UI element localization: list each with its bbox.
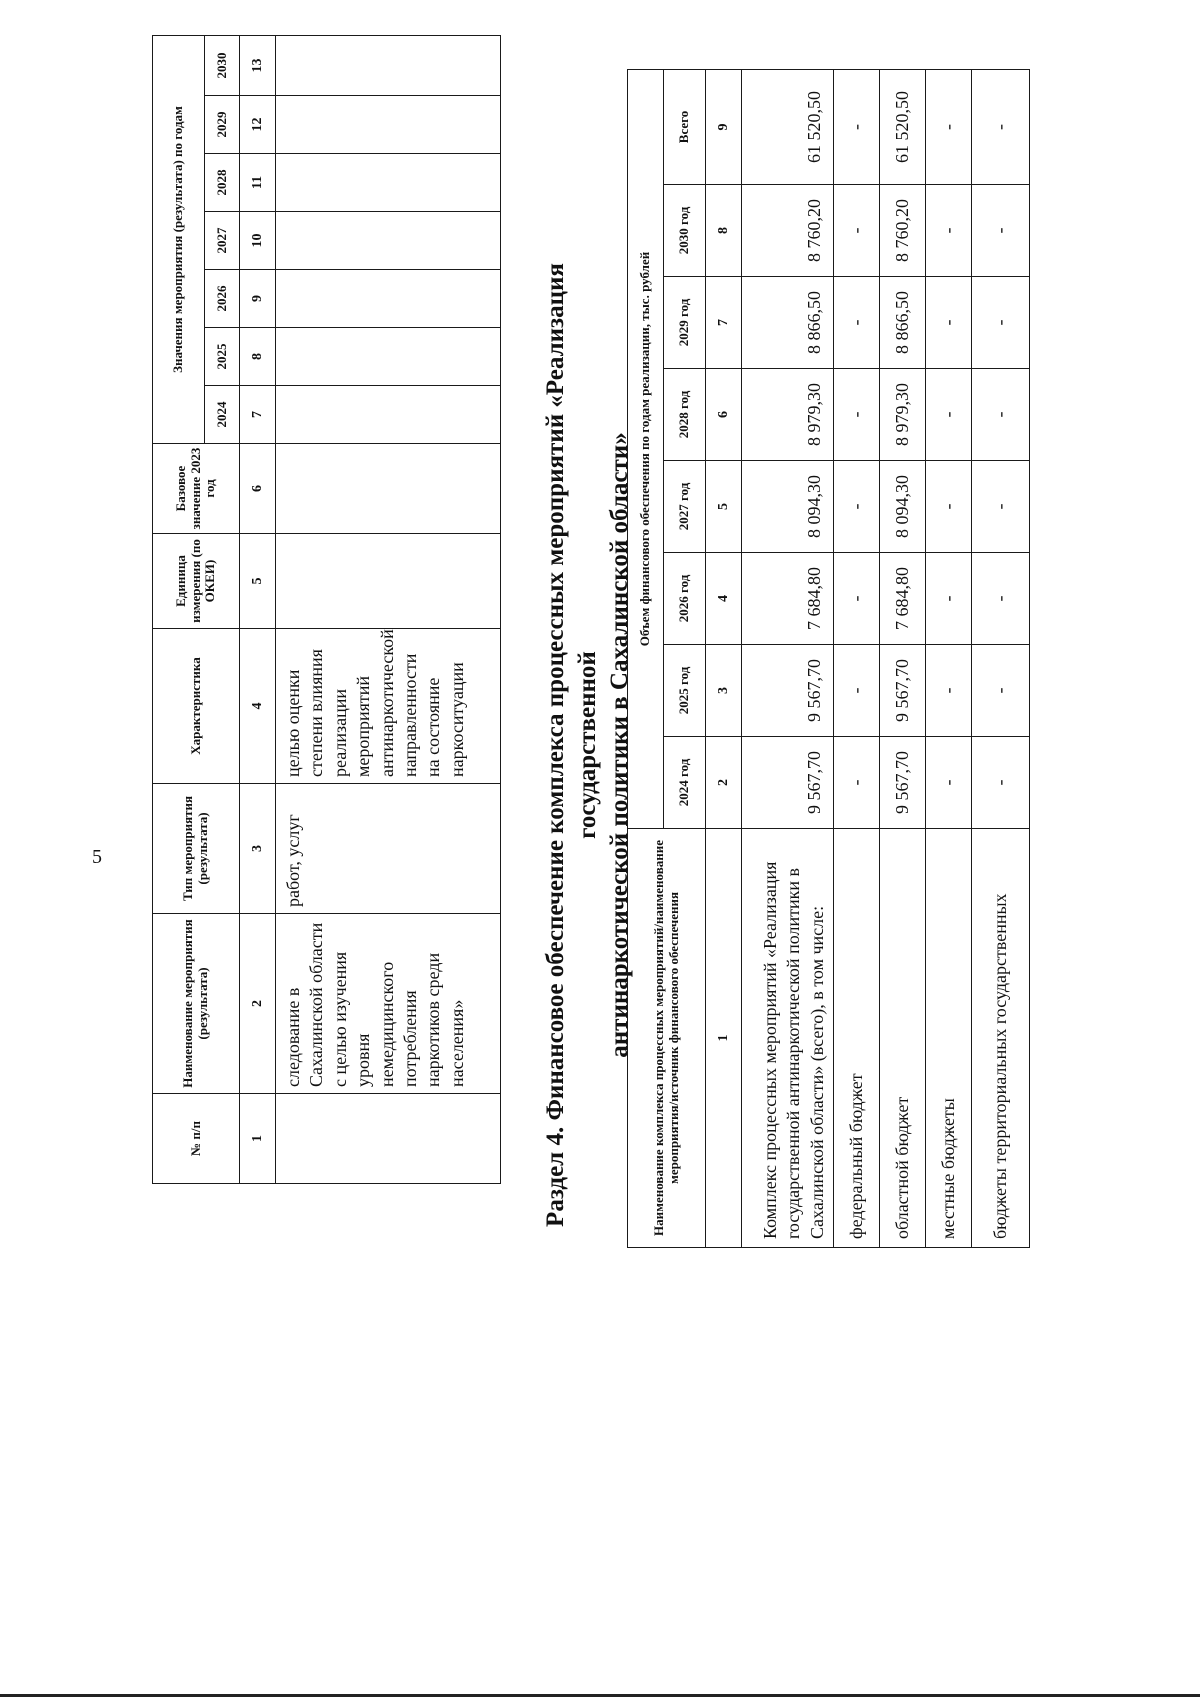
column-number: 1 [706, 829, 742, 1248]
financing-table-container [627, 69, 1030, 1248]
value-cell: 8 866,50 [742, 277, 834, 369]
value-cell: - [926, 645, 972, 737]
value-cell: 8 866,50 [880, 277, 926, 369]
source-name: местные бюджеты [926, 829, 972, 1248]
value-cell: - [972, 553, 1030, 645]
value-cell: - [926, 737, 972, 829]
value-cell: 7 684,80 [880, 553, 926, 645]
column-number: 6 [706, 369, 742, 461]
value-cell: 7 684,80 [742, 553, 834, 645]
value-cell: 8 979,30 [742, 369, 834, 461]
measure-type: работ, услуг [276, 784, 501, 914]
year-value-cell [276, 35, 501, 95]
column-number: 5 [706, 461, 742, 553]
value-cell: 9 567,70 [742, 737, 834, 829]
value-cell: 8 094,30 [742, 461, 834, 553]
year-value-cell [276, 212, 501, 270]
table-row [926, 69, 972, 1247]
value-cell: - [834, 369, 880, 461]
column-number: 3 [706, 645, 742, 737]
column-number: 4 [240, 629, 276, 784]
header-year: 2028 [205, 154, 240, 212]
value-cell: - [834, 553, 880, 645]
section-title-line: Раздел 4. Финансовое обеспечение комплекса процессных мероприятий «Реализация государственной [542, 263, 601, 1227]
year-value-cell [276, 328, 501, 386]
column-number: 8 [240, 328, 276, 386]
column-number: 9 [706, 69, 742, 184]
column-number: 2 [706, 737, 742, 829]
value-cell: - [834, 69, 880, 184]
value-cell: - [972, 737, 1030, 829]
header-year: 2024 [205, 386, 240, 444]
value-cell: - [972, 277, 1030, 369]
column-number: 10 [240, 212, 276, 270]
column-number: 8 [706, 185, 742, 277]
header-year: 2030 [205, 35, 240, 95]
column-number: 4 [706, 553, 742, 645]
value-cell: - [926, 461, 972, 553]
source-name: бюджеты территориальных государственных [972, 829, 1030, 1248]
year-value-cell [276, 96, 501, 154]
value-cell: - [834, 185, 880, 277]
value-cell: 8 979,30 [880, 369, 926, 461]
header-year: 2029 [205, 96, 240, 154]
column-number: 3 [240, 784, 276, 914]
header-year: 2026 год [664, 553, 706, 645]
column-number: 6 [240, 444, 276, 534]
header-year: 2028 год [664, 369, 706, 461]
header-financing-volume: Объем финансового обеспечения по годам реализации, тыс. рублей [628, 69, 664, 828]
value-cell: 8 094,30 [880, 461, 926, 553]
page-number: 5 [92, 846, 102, 868]
value-cell: - [926, 553, 972, 645]
header-year: 2027 год [664, 461, 706, 553]
header-year: 2027 [205, 212, 240, 270]
header-financing-name: Наименование комплекса процессных мероприятий/наименование мероприятия/источник финансового обеспечения [628, 829, 706, 1248]
base-value-cell [276, 444, 501, 534]
value-cell: - [834, 645, 880, 737]
value-cell: 8 760,20 [880, 185, 926, 277]
table-row [880, 69, 926, 1247]
value-cell: - [972, 461, 1030, 553]
results-table-container [152, 35, 501, 1184]
value-cell: - [972, 369, 1030, 461]
value-cell: - [926, 277, 972, 369]
year-value-cell [276, 154, 501, 212]
value-cell: 61 520,50 [742, 69, 834, 184]
value-cell: - [972, 69, 1030, 184]
unit-cell [276, 534, 501, 629]
header-type: Тип мероприятия (результата) [153, 784, 240, 914]
column-number: 13 [240, 35, 276, 95]
header-name: Наименование мероприятия (результата) [153, 914, 240, 1094]
column-number: 12 [240, 96, 276, 154]
table-row [834, 69, 880, 1247]
header-year: 2025 [205, 328, 240, 386]
header-year: 2029 год [664, 277, 706, 369]
measure-name: следование в Сахалинской области с целью изучения уровня немедицинского потребления наркотиков среди населения» [276, 914, 501, 1094]
column-number: 2 [240, 914, 276, 1094]
value-cell: - [834, 277, 880, 369]
header-unit: Единица измерения (по ОКЕИ) [153, 534, 240, 629]
header-characteristic: Характеристика [153, 629, 240, 784]
value-cell: - [926, 185, 972, 277]
header-base-value: Базовое значение 2023 год [153, 444, 240, 534]
header-total: Всего [664, 69, 706, 184]
header-year: 2026 [205, 270, 240, 328]
header-num: № п/п [153, 1094, 240, 1184]
column-number: 9 [240, 270, 276, 328]
column-number: 1 [240, 1094, 276, 1184]
measure-characteristic: целью оценки степени влияния реализации мероприятий антинаркотической направленности на состояние наркоситуации [276, 629, 501, 784]
column-number: 7 [240, 386, 276, 444]
section-title [540, 215, 636, 1275]
value-cell: 9 567,70 [742, 645, 834, 737]
bottom-divider [0, 1694, 1200, 1697]
value-cell: - [972, 185, 1030, 277]
value-cell: 9 567,70 [880, 645, 926, 737]
source-name: федеральный бюджет [834, 829, 880, 1248]
header-year: 2024 год [664, 737, 706, 829]
source-name: областной бюджет [880, 829, 926, 1248]
value-cell: 61 520,50 [880, 69, 926, 184]
value-cell: - [834, 737, 880, 829]
column-number: 11 [240, 154, 276, 212]
value-cell: - [972, 645, 1030, 737]
value-cell: - [926, 369, 972, 461]
financing-table [627, 69, 1030, 1248]
column-number: 5 [240, 534, 276, 629]
section-title-line: антинаркотической политики в Сахалинской области» [606, 432, 633, 1058]
table-row [742, 69, 834, 1247]
results-table [152, 35, 501, 1184]
table-row [972, 69, 1030, 1247]
value-cell: 9 567,70 [880, 737, 926, 829]
header-year: 2030 год [664, 185, 706, 277]
year-value-cell [276, 386, 501, 444]
value-cell: - [926, 69, 972, 184]
header-year: 2025 год [664, 645, 706, 737]
column-number: 7 [706, 277, 742, 369]
year-value-cell [276, 270, 501, 328]
row-number [276, 1094, 501, 1184]
value-cell: - [834, 461, 880, 553]
source-name: Комплекс процессных мероприятий «Реализация государственной антинаркотической политики в Сахалинской области» (всего), в том числе: [742, 829, 834, 1248]
value-cell: 8 760,20 [742, 185, 834, 277]
header-values-by-year: Значения мероприятия (результата) по годам [153, 35, 205, 443]
